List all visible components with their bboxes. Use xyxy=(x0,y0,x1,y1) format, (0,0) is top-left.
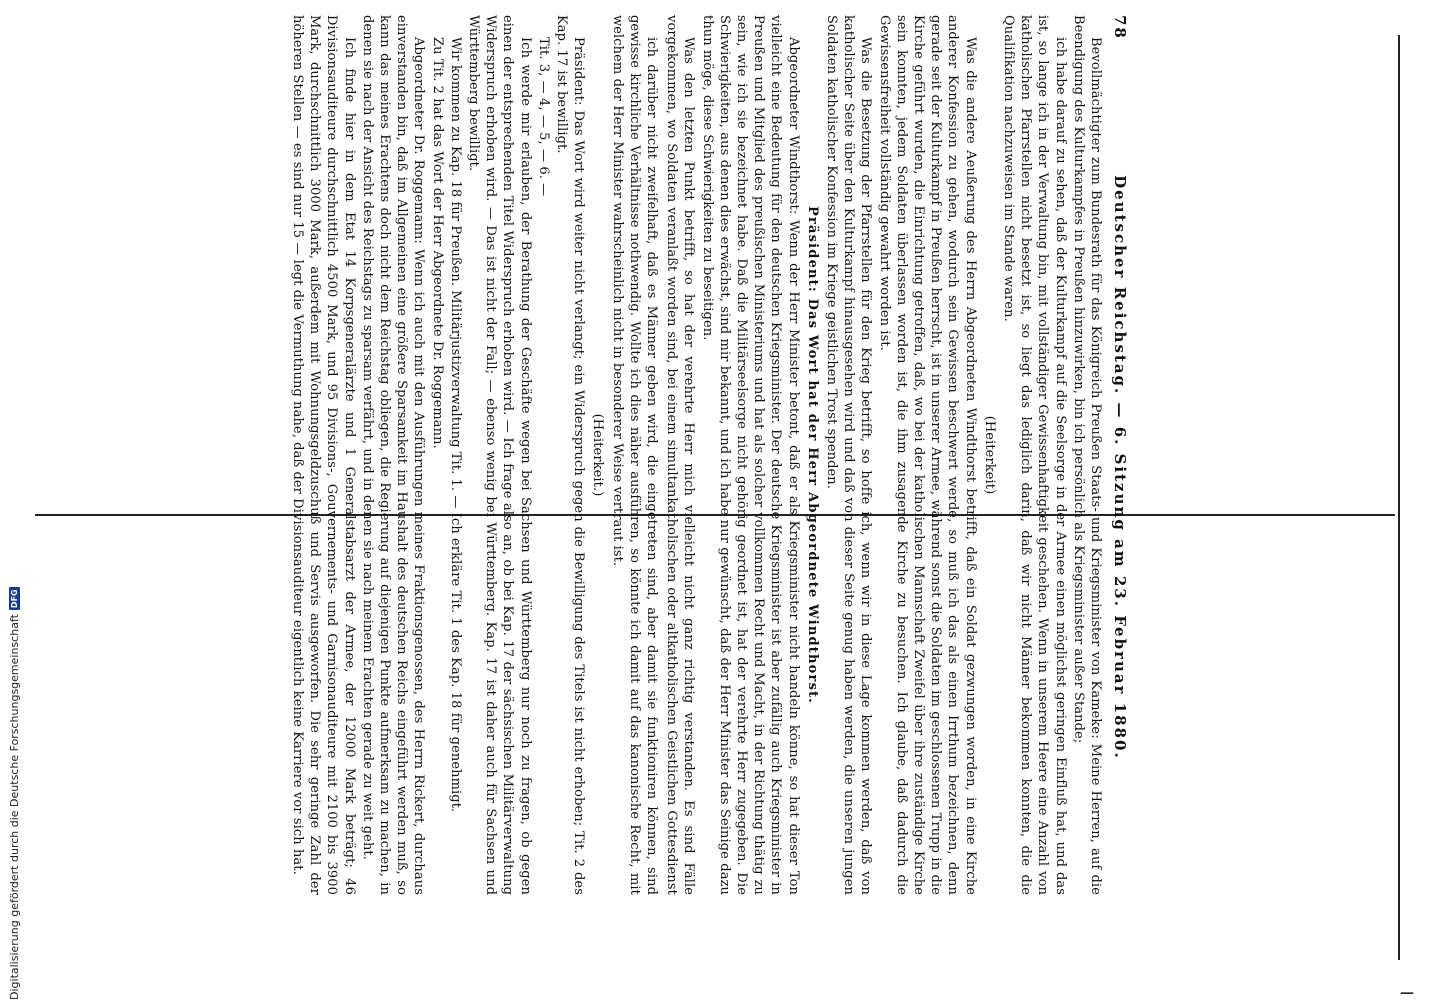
paragraph: Ich finde hier in dem Etat 14 Korpsgeneralärzte und 1 Generalstabsarzt der Armee, der 12000 Mark beträgt; 46 Divisionsauditeure durchschnittlich 4500 Mark, und 95 Divisions-, Gouvernements- und Garnisonauditeure mit 2100 bis 3900 Mark, durchschnittlich 3000 Mark, außerdem mit Wohnungsgeldzuschuß und Servis ausgeworfen. Die sehr geringe Zahl der höheren Stellen — es sind nur 15 — legt die Vermuthung nahe, daß der Divisionsauditeur eigentlich keine Karriere vor sich hat. xyxy=(289,15,357,895)
paragraph: Tit. 3, — 4, — 5, — 6. — xyxy=(535,37,551,197)
interjection: (Heiterkeit.) xyxy=(590,413,606,497)
right-column xyxy=(220,15,660,895)
paragraph: Abgeordneter Windthorst: Wenn der Herr Minister betont, daß er als Kriegsminister nicht handeln könne, so hat dieser Ton vielleicht eine Bedeutung für den deutschen Kriegsminister. Der deutsche Kriegsminister ist aber zufällig auch Kriegsminister in Preußen und Mitglied des preußischen Ministeriums und hat als solcher vollkommen Recht und Macht, in der Richtung thätig zu sein, wie ich sie bezeichnet habe. Daß die Militärseelsorge nicht gehörig geordnet ist, hat der verehrte Herr zugegeben. Die Schwierigkeiten, aus denen dies erwächst, sind mir bekannt, und ich habe nur gewünscht, daß der Herr Minister das Seinige dazu thun möge, diese Schwierigkeiten zu beseitigen. xyxy=(699,15,801,895)
credit-text: Digitalisierung gefördert durch die Deutsche Forschungsgemeinschaft xyxy=(8,614,21,1000)
running-head xyxy=(1109,15,1131,895)
paragraph: Zu Tit. 2 hat das Wort der Herr Abgeordnete Dr. Roggemann. xyxy=(429,37,445,449)
paragraph: Was die andere Aeußerung des Herrn Abgeordneten Windthorst betrifft, daß ein Soldat gezwungen worden, in eine Kirche anderer Konfession zu gehen, wodurch sein Gewissen beschwert werde, so muß ich das als einen Irrthum bezeichnen, denn gerade seit der Kulturkampf in Preußen herrscht, ist in unserer Armee, während sonst die Soldaten im geschlossenen Trupp in die Kirche geführt wurden, die Einrichtung getroffen, daß, wo bei der katholischen Mannschaft Zweifel über ihre zuständige Kirche sein konnten, jedem Soldaten überlassen worden ist, die ihm zusagende Kirche zu besuchen. Ich glaube, daß dadurch die Gewissensfreiheit vollständig gewahrt worden ist. xyxy=(876,15,978,895)
paragraph: Bevollmächtigter zum Bundesrath für das Königreich Preußen Staats- und Kriegsminister von Kameke: Meine Herren, auf die Beendigung des Kulturkampfes in Preußen hinzuwirken, bin ich persönlich als Kriegsminister außer Stande; xyxy=(1070,15,1103,895)
left-column xyxy=(664,15,1104,895)
paragraph: Präsident: Das Wort wird weiter nicht verlangt; ein Widerspruch gegen die Bewilligung des Titels ist nicht erhoben; Tit. 2 des Kap. 17 ist bewilligt. xyxy=(553,15,587,895)
edge-mark: — xyxy=(1400,985,1414,1001)
paragraph: ich darüber nicht zweifelhaft, daß es Männer geben wird, die eingetreten sind, aber damit sie funktioniren können, sind gewisse kirchliche Verhältnisse nothwendig. Wollte ich dies näher ausführen, so könnte ich damit auf das kanonische Recht, mit welchem der Herr Minister wahrscheinlich nicht in besonderer Weise vertraut ist. xyxy=(609,15,659,895)
paragraph: Was den letzten Punkt betrifft, so hat der verehrte Herr mich vielleicht nicht ganz richtig verstanden. Es sind Fälle vorgekommen, wo Soldaten veranlaßt worden sind, bei einem simultankatholischen oder altkatholischen Geistlichen Gottesdienst xyxy=(664,15,697,895)
page-number: 78 xyxy=(1111,15,1129,40)
paragraph: Was die Besetzung der Pfarrstellen für den Krieg betrifft, so hoffe ich, wenn wir in diese Lage kommen werden, daß von katholischer Seite über den Kulturkampf hinausgesehen wird und daß von dieser Seite genug haben werden, die unseren jungen Soldaten katholischer Konfession im Kriege geistlichen Trost spenden. xyxy=(823,15,874,895)
paragraph: Ich werde mir erlauben, der Berathung der Geschäfte wegen bei Sachsen und Württemberg nur noch zu fragen, ob gegen einen der entsprechenden Titel Widerspruch erhoben wird. — Ich frage also an, ob bei Kap. 17 der sächsischen Militärverwaltung Widerspruch erhoben wird. — Das ist nicht der Fall; — ebenso wenig bei Württemberg. Kap. 17 ist daher auch für Sachsen und Württemberg bewilligt. xyxy=(465,15,533,895)
paragraph: ich habe darauf zu sehen, daß der Kulturkampf auf die Seelsorge in der Armee einen möglichst geringen Einfluß hat, und das ist, so lange ich in der Verwaltung bin, mit vollständiger Gewissenhaftigkeit geschehen. Wenn in unserem Heere eine Anzahl von katholischen Pfarrstellen nicht besetzt ist, so liegt das lediglich darin, daß wir nicht Männer bekommen konnten, die die Qualifikation nachzuweisen im Stande waren. xyxy=(1000,15,1068,895)
paragraph: Wir kommen zu Kap. 18 für Preußen. Militärjustizverwaltung Tit. 1. — Ich erkläre Tit. 1 des Kap. 18 für genehmigt. xyxy=(447,37,463,813)
running-head-title: Deutscher Reichstag. — 6. Sitzung am 23. Februar 1880. xyxy=(1111,175,1129,760)
interjection: (Heiterkeit) xyxy=(981,415,997,495)
digitization-credit xyxy=(8,0,21,1000)
header-rule xyxy=(1398,35,1400,960)
paragraph: Abgeordneter Dr. Roggemann: Wenn ich auch mit den Ausführungen meines Fraktionsgenossen, des Herrn Rickert, durchaus einverstanden bin, daß im Allgemeinen eine größere Sparsamkeit im Haushalt des deutschen Reichs eingeführt werden muß, so kann das meines Erachtens doch nicht dem Reichstag obliegen, die Regierung auf diejenigen Punkte aufmerksam zu machen, in denen sie nach der Ansicht des Reichstags zu sparsam verfährt, und in denen sie nach meinem Erachten gerade zu weit geht. xyxy=(359,15,427,895)
speaker-line: Präsident: Das Wort hat der Herr Abgeordnete Windthorst. xyxy=(804,205,820,705)
dfg-logo-icon: DFG xyxy=(10,589,19,609)
